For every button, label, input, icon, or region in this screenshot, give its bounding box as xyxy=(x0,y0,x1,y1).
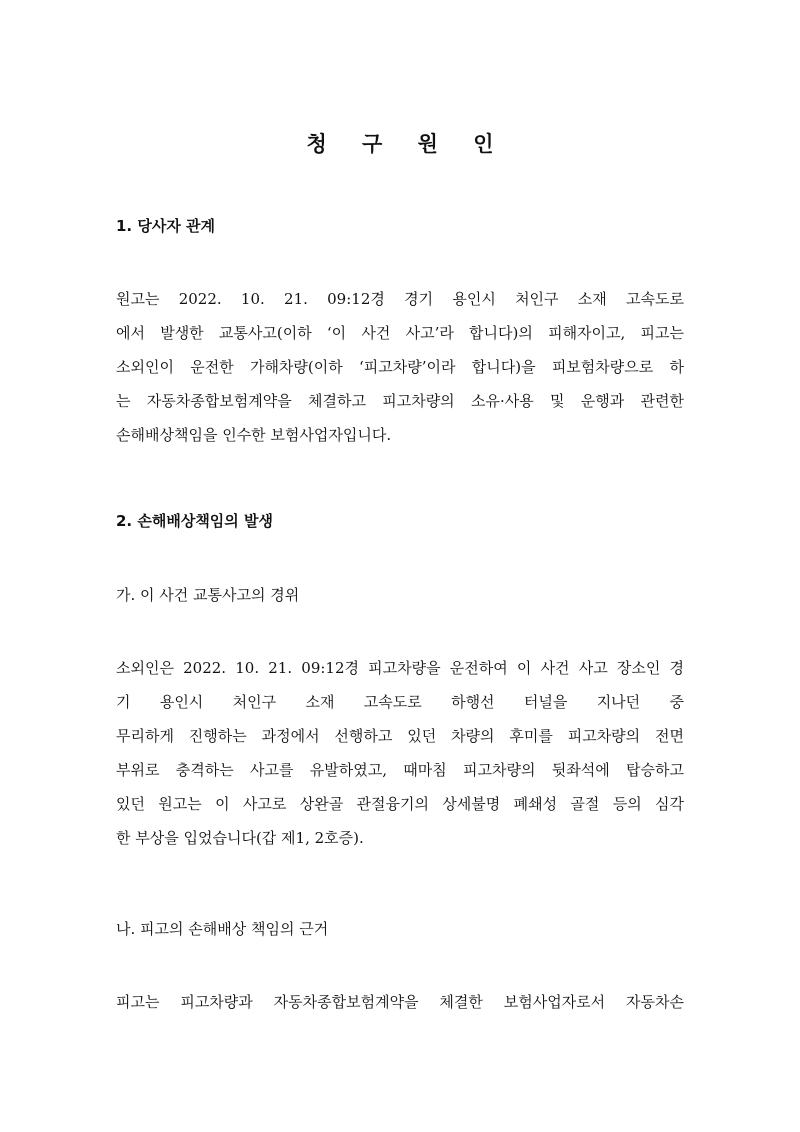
paragraph-line: 피고는 피고차량과 자동차종합보험계약을 체결한 보험사업자로서 자동차손 xyxy=(116,993,684,1011)
document-title: 청 구 원 인 xyxy=(306,132,508,156)
paragraph-line: 무리하게 진행하는 과정에서 선행하고 있던 차량의 후미를 피고차량의 전면 xyxy=(116,727,684,745)
paragraph-liability-basis xyxy=(116,985,684,1019)
paragraph-line: 한 부상을 입었습니다(갑 제1, 2호증). xyxy=(116,829,364,847)
subheading-liability-basis: 나. 피고의 손해배상 책임의 근거 xyxy=(116,920,329,938)
section-heading-liability: 2. 손해배상책임의 발생 xyxy=(116,512,273,530)
paragraph-line: 에서 발생한 교통사고(이하 ‘이 사건 사고’라 합니다)의 피해자이고, 피고는 xyxy=(116,324,684,342)
paragraph-line: 소외인은 2022. 10. 21. 09:12경 피고차량을 운전하여 이 사건 사고 장소인 경 xyxy=(116,659,684,677)
paragraph-line: 손해배상책임을 인수한 보험사업자입니다. xyxy=(116,426,392,444)
subheading-accident-circumstances: 가. 이 사건 교통사고의 경위 xyxy=(116,586,300,604)
paragraph-accident-circumstances xyxy=(116,651,684,855)
paragraph-line: 원고는 2022. 10. 21. 09:12경 경기 용인시 처인구 소재 고속도로 xyxy=(116,290,684,308)
paragraph-line: 있던 원고는 이 사고로 상완골 관절융기의 상세불명 폐쇄성 골절 등의 심각 xyxy=(116,795,684,813)
paragraph-line: 부위로 충격하는 사고를 유발하였고, 때마침 피고차량의 뒷좌석에 탑승하고 xyxy=(116,761,684,779)
paragraph-line: 는 자동차종합보험계약을 체결하고 피고차량의 소유·사용 및 운행과 관련한 xyxy=(116,392,684,410)
paragraph-parties xyxy=(116,282,684,452)
paragraph-line: 기 용인시 처인구 소재 고속도로 하행선 터널을 지나던 중 xyxy=(116,693,684,711)
section-heading-parties: 1. 당사자 관계 xyxy=(116,217,216,235)
paragraph-line: 소외인이 운전한 가해차량(이하 ‘피고차량’이라 합니다)을 피보험차량으로 하 xyxy=(116,358,684,376)
